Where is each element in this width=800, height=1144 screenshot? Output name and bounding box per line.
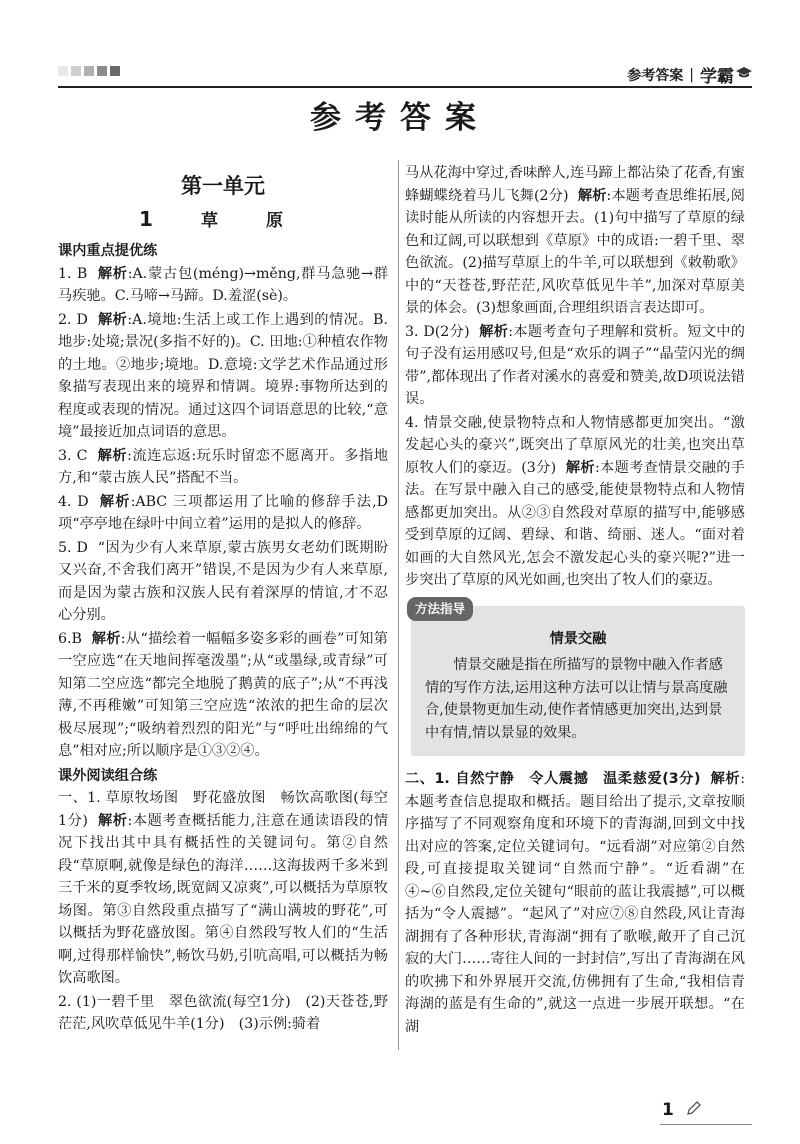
square-5	[110, 66, 120, 76]
left-column	[58, 160, 388, 1037]
tip-text: 情景交融是指在所描写的景物中融入作者感情的写作方法,运用这种方法可以让情与景高度融合,使景物更加生动,使作者情感更加突出,达到景中有情,情以景显的效果。	[425, 657, 728, 741]
lesson-title-char-1: 草	[200, 211, 218, 231]
tip-tag: 方法指导	[407, 597, 473, 622]
answer-item: 一、1. 草原牧场图 野花盛放图 畅饮高歌图(每空1分) 解析:本题考查概括能力,注意在通读语段的情况下找出其中具有概括性的关键词句。第②自然段“草原啊,就像是绿色的海洋……这海拔两千多米到三千米的夏季牧场,既宽阔又凉爽”,可以概括为草原牧场图。第③自然段重点描写了“满山满坡的野花”,可以概括为野花盛放图。第④自然段写牧人们的“生活啊,过得那样愉快”,畅饮马奶,引吭高唱,可以概括为畅饮高歌图。	[58, 790, 389, 986]
column-divider	[398, 160, 399, 1050]
right-column	[405, 162, 745, 1039]
answer-item: 2. D 解析:A.境地:生活上或工作上遇到的情况。B.地步:处境;景况(多指不好的)。C. 田地:①种植农作物的土地。②地步;境地。D.意境:文学艺术作品通过形象描写表现出来的境界和情调。境界:事物所达到的程度或表现的情况。通过这四个词语意思的比较,“意境”最接近加点词语的意思。	[58, 311, 388, 440]
page-title: 参考答案	[310, 100, 490, 136]
brand-logo: 学霸	[700, 67, 734, 87]
footer-rule	[660, 1124, 752, 1125]
header-brand	[627, 62, 752, 87]
section-heading: 课内重点提优练	[58, 243, 158, 259]
square-2	[71, 66, 81, 76]
pencil-icon	[686, 1100, 702, 1121]
section-heading: 课外阅读组合练	[58, 767, 158, 784]
answer-item: 1. B 解析:A.蒙古包(méng)→měng,群马急驰→群马疾驰。C.马啼→马蹄。D.羞涩(sè)。	[58, 265, 388, 304]
answer-item: 二、1. 自然宁静 令人震撼 温柔慈爱(3分) 解析:本题考查信息提取和概括。题目给出了提示,文章按顺序描写了不同观察角度和环境下的青海湖,回到文中找出对应的答案,定位关键词句。“远看湖”对应第②自然段,可直接提取关键词“自然而宁静”。“近看湖”在④~⑥自然段,定位关键句“眼前的蓝让我震撼”,可以概括为“令人震撼”。“起风了”对应⑦⑧自然段,风让青海湖拥有了各种形状,青海湖“拥有了歌喉,敞开了自己沉寂的大门……寄往人间的一封封信”,写出了青海湖在风的吹拂下和外界展开交流,仿佛拥有了生命,“我相信青海湖的蓝是有生命的”,就这一点进一步展开联想。“在湖	[405, 771, 745, 1035]
header-rule	[58, 86, 752, 88]
tip-title: 情景交融	[549, 630, 607, 647]
graduation-cap-icon	[736, 67, 752, 82]
method-tip-box	[411, 600, 745, 757]
header-separator: |	[689, 66, 694, 83]
decorative-squares	[58, 66, 120, 76]
answer-item: 4. D 解析:ABC 三项都运用了比喻的修辞手法,D项“亭亭地在绿叶中间立着”运用的是拟人的修辞。	[58, 493, 388, 532]
lesson-title-char-2: 原	[265, 211, 283, 231]
answer-item: 5. D “因为少有人来草原,蒙古族男女老幼们既期盼又兴奋,不舍我们离开”错误,不是因为少有人来草原,而是因为蒙古族和汉族人民有着深厚的情谊,才不忍心分别。	[58, 539, 389, 623]
header-bar	[58, 62, 752, 87]
header-section: 参考答案	[627, 67, 684, 84]
answer-item: 3. C 解析:流连忘返:玩乐时留恋不愿离开。多指地方,和“蒙古族人民”搭配不当。	[58, 447, 388, 486]
square-3	[84, 66, 94, 76]
page-number: 1	[662, 1100, 674, 1120]
square-1	[58, 66, 68, 76]
unit-heading: 第一单元	[181, 174, 265, 198]
answer-item: 2. (1)一碧千里 翠色欲流(每空1分) (2)天苍苍,野茫茫,风吹草低见牛羊(1分) (3)示例:骑着	[58, 993, 388, 1032]
lesson-heading	[58, 206, 388, 234]
answer-item: 6.B 解析:从“描绘着一幅幅多姿多彩的画卷”可知第一空应选“在天地间挥毫泼墨”;从“或墨绿,或青绿”可知第二空应选“都完全地脱了鹅黄的底子”;从“不再浅薄,不再稚嫩”可知第三空应选“浓浓的把生命的层次极尽展现”;“吸纳着烈烈的阳光”与“呼吐出绵绵的气息”相对应;所以顺序是①③②④。	[58, 630, 388, 759]
answer-item: 3. D(2分) 解析:本题考查句子理解和赏析。短文中的句子没有运用感叹号,但是“欢乐的调子”“晶莹闪光的绸带”,都体现出了作者对溪水的喜爱和赞美,故D项说法错误。	[405, 323, 745, 407]
lesson-number: 1	[139, 207, 153, 231]
answer-item: 马从花海中穿过,香味醉人,连马蹄上都沾染了花香,有蜜蜂蝴蝶绕着马儿飞舞(2分) 解析:本题考查思维拓展,阅读时能从所读的内容想开去。(1)句中描写了草原的绿色和辽阔,可以联想到《草原》中的成语:一碧千里、翠色欲流。(2)描写草原上的牛羊,可以联想到《敕勒歌》中的“天苍苍,野茫茫,风吹草低见牛羊”,加深对草原美景的体会。(3)想象画面,合理组织语言表达即可。	[405, 165, 745, 316]
answer-item: 4. 情景交融,使景物特点和人物情感都更加突出。“激发起心头的豪兴”,既突出了草原风光的壮美,也突出草原牧人们的豪迈。(3分) 解析:本题考查情景交融的手法。在写景中融入自己的感受,能使景物特点和人物情感都更加突出。从②③自然段对草原的描写中,能够感受到草原的辽阔、碧绿、和谐、绮丽、迷人。“面对着如画的大自然风光,怎会不激发起心头的豪兴呢?”进一步突出了草原的风光如画,也突出了牧人们的豪迈。	[405, 414, 745, 588]
square-4	[97, 66, 107, 76]
